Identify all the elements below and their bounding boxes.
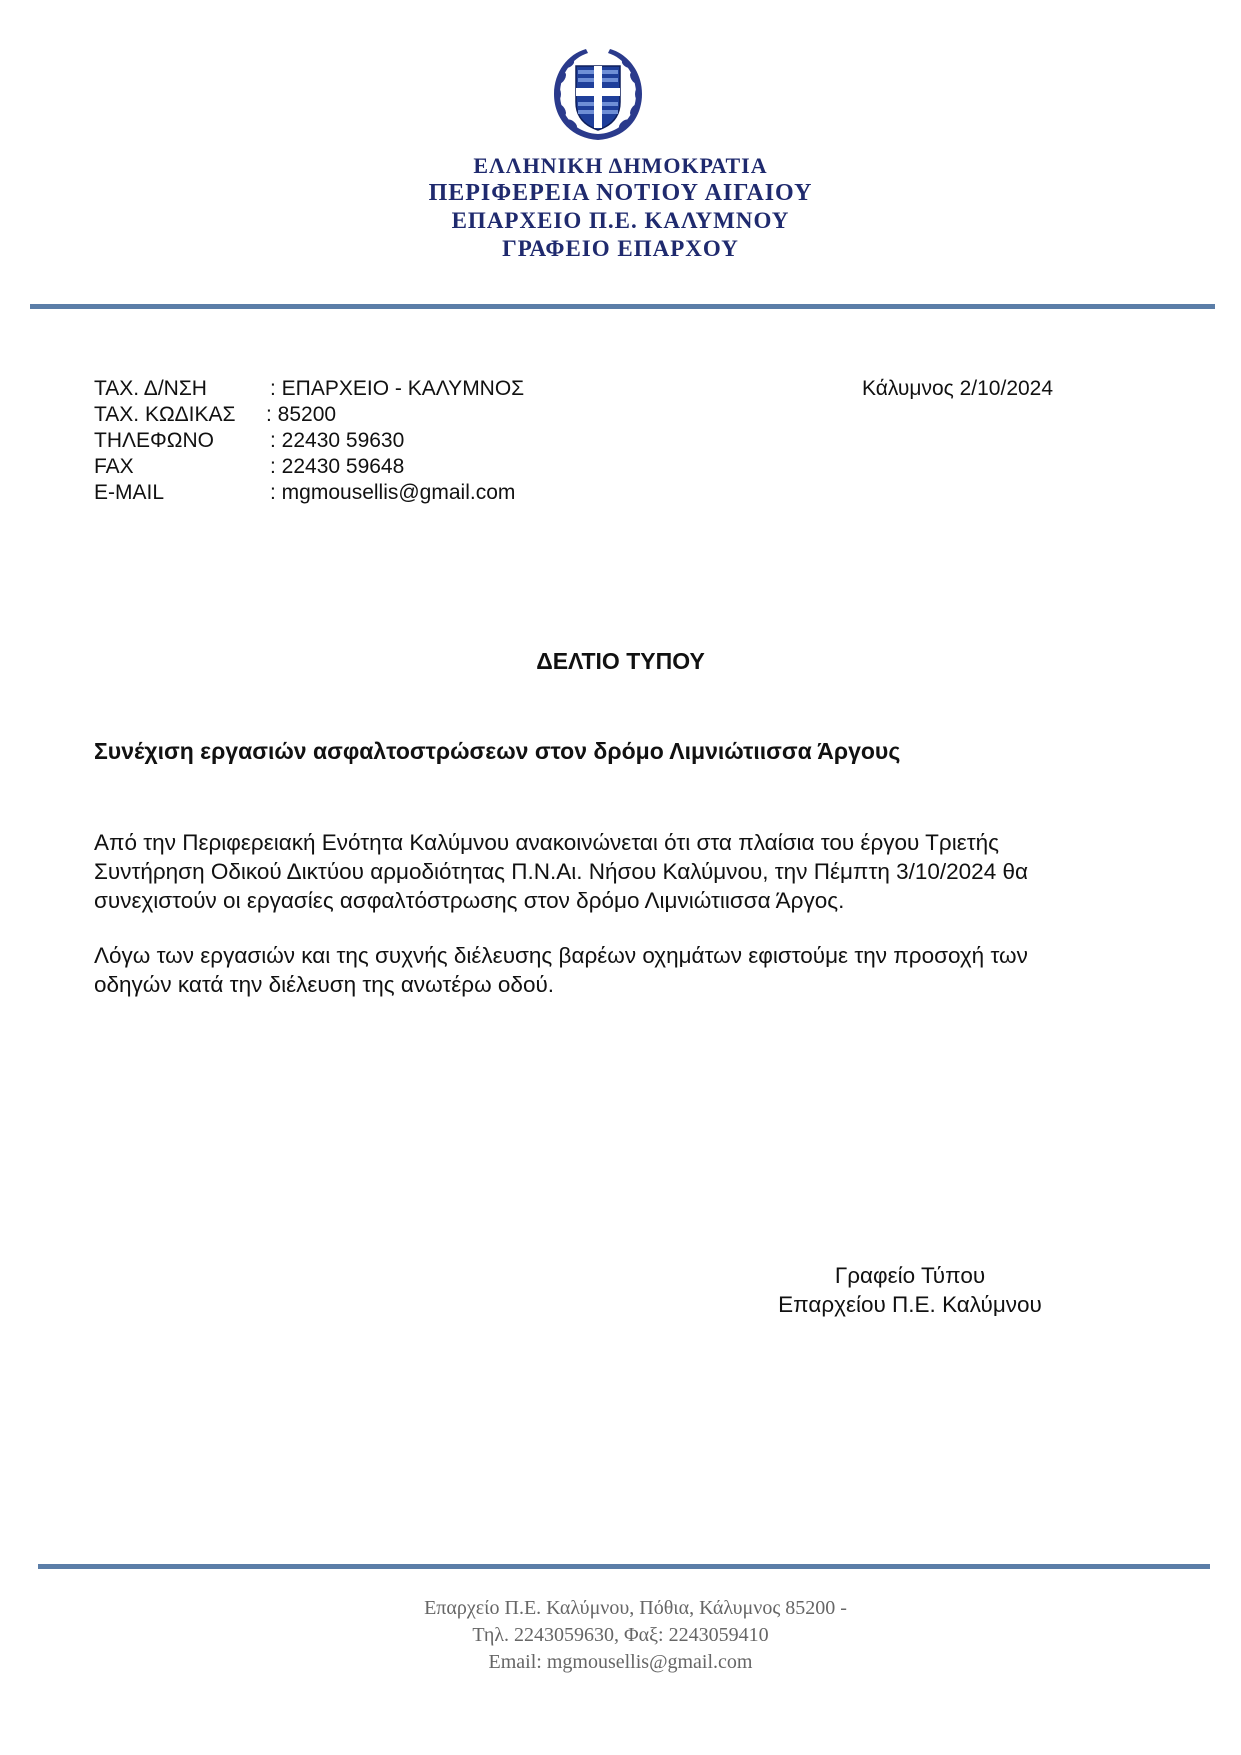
footer-address: Επαρχείο Π.Ε. Καλύμνου, Πόθια, Κάλυμνος 85200 - — [424, 1597, 847, 1619]
contact-value: : 22430 59630 — [270, 429, 405, 452]
contact-value: : ΕΠΑΡΧΕΙΟ - ΚΑΛΥΜΝΟΣ — [270, 377, 525, 400]
header-line-region: ΠΕΡΙΦΕΡΕΙΑ ΝΟΤΙΟΥ ΑΙΓΑΙΟΥ — [428, 180, 813, 206]
document-title: ΔΕΛΤΙΟ ΤΥΠΟΥ — [536, 648, 705, 674]
contact-value: : 22430 59648 — [270, 455, 405, 478]
footer-email: Email: mgmousellis@gmail.com — [488, 1651, 753, 1673]
header-line-prefecture: ΕΠΑΡΧΕΙΟ Π.Ε. ΚΑΛΥΜΝΟΥ — [451, 208, 790, 233]
body-paragraph-2 — [94, 941, 1154, 999]
body-line: Συντήρηση Οδικού Δικτύου αρμοδιότητας Π.Ν.Αι. Νήσου Καλύμνου, την Πέμπτη 3/10/2024 θα — [94, 859, 1028, 884]
header-divider — [30, 304, 1215, 309]
contact-label: ΤΑΧ. ΚΩΔΙΚΑΣ — [94, 403, 236, 426]
signature-line-2: Επαρχείου Π.Ε. Καλύμνου — [778, 1292, 1042, 1317]
body-line: Από την Περιφερειακή Ενότητα Καλύμνου ανακοινώνεται ότι στα πλαίσια του έργου Τριετής — [94, 830, 999, 855]
document-subject: Συνέχιση εργασιών ασφαλτοστρώσεων στον δρόμο Λιμνιώτιισσα Άργους — [94, 738, 901, 764]
document-date: Κάλυμνος 2/10/2024 — [862, 377, 1054, 400]
body-line: Λόγω των εργασιών και της συχνής διέλευσης βαρέων οχημάτων εφιστούμε την προσοχή των — [94, 943, 1028, 968]
footer-phone: Τηλ. 2243059630, Φαξ: 2243059410 — [472, 1624, 769, 1646]
contact-value: : 85200 — [266, 403, 337, 426]
contact-label: FAX — [94, 455, 134, 478]
body-line: συνεχιστούν οι εργασίες ασφαλτόστρωσης στον δρόμο Λιμνιώτιισσα Άργος. — [94, 888, 845, 913]
header-line-republic: ΕΛΛΗΝΙΚΗ ΔΗΜΟΚΡΑΤΙΑ — [473, 153, 768, 178]
greek-state-emblem-icon — [548, 44, 648, 144]
body-paragraph-1 — [94, 828, 1154, 915]
body-line: οδηγών κατά την διέλευση της ανωτέρω οδού. — [94, 972, 555, 997]
contact-label: E-MAIL — [94, 481, 165, 504]
contact-label: ΤΑΧ. Δ/ΝΣΗ — [94, 377, 207, 400]
contact-label: ΤΗΛΕΦΩΝΟ — [94, 429, 214, 452]
contact-value: : mgmousellis@gmail.com — [270, 481, 516, 504]
signature-line-1: Γραφείο Τύπου — [834, 1263, 986, 1288]
footer-divider — [38, 1564, 1210, 1569]
header-line-office: ΓΡΑΦΕΙΟ ΕΠΑΡΧΟΥ — [502, 236, 739, 261]
